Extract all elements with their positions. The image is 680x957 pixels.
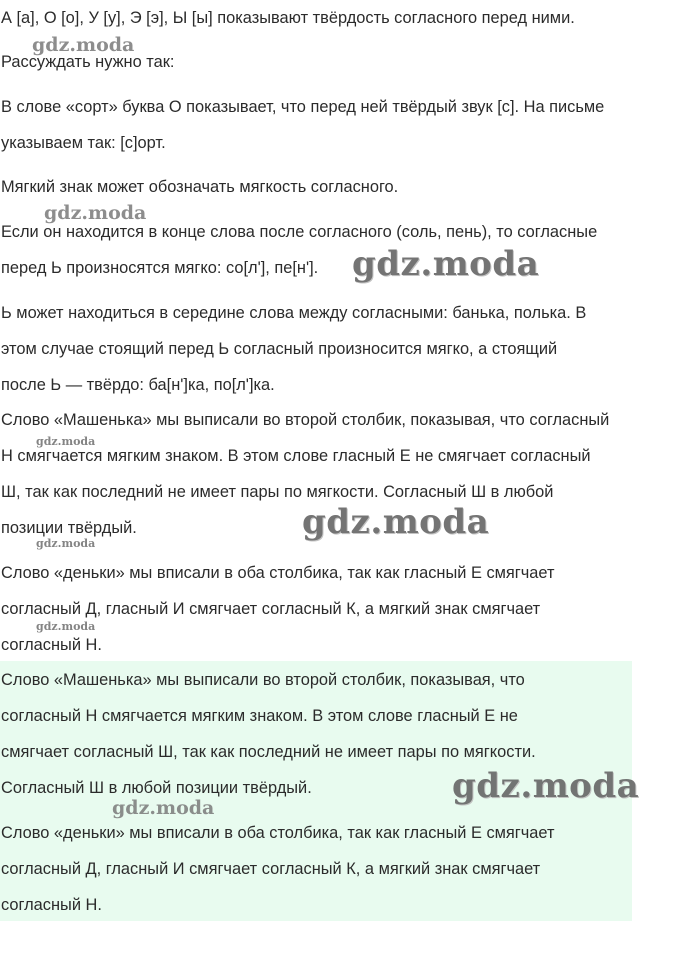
text-line: согласный Д, гласный И смягчает согласный К, а мягкий знак смягчает	[1, 860, 541, 878]
paragraph-soft-sign-intro	[1, 169, 398, 205]
text-line: указываем так: [с]орт.	[1, 134, 166, 152]
watermark: gdz.moda	[32, 34, 135, 56]
text-line: Слово «деньки» мы вписали в оба столбика, так как гласный Е смягчает	[1, 564, 555, 582]
watermark: gdz.moda	[112, 797, 215, 819]
text-line: согласный Н.	[1, 636, 102, 654]
text-line: согласный Н.	[1, 896, 102, 914]
text-line: смягчает согласный Ш, так как последний не имеет пары по мягкости.	[1, 743, 536, 761]
text-line: перед Ь произносятся мягко: со[л'], пе[н'].	[1, 259, 319, 277]
text-line: Согласный Ш в любой позиции твёрдый.	[1, 779, 312, 797]
text-line: согласный Д, гласный И смягчает согласный К, а мягкий знак смягчает	[1, 600, 541, 618]
watermark: gdz.moda	[452, 766, 640, 806]
watermark: gdz.moda	[36, 537, 96, 550]
watermark: gdz.moda	[44, 202, 147, 224]
text-line: Ь может находиться в середине слова между согласными: банька, полька. В	[1, 304, 587, 322]
paragraph-denki	[1, 555, 555, 663]
text-line: после Ь — твёрдо: ба[н']ка, по[л']ка.	[1, 376, 275, 394]
text-line: А [а], О [о], У [у], Э [э], Ы [ы] показывают твёрдость согласного перед ними.	[1, 9, 575, 27]
watermark: gdz.moda	[36, 620, 96, 633]
text-line: этом случае стоящий перед Ь согласный произносится мягко, а стоящий	[1, 340, 558, 358]
paragraph-denki-highlighted	[1, 815, 555, 923]
text-line: В слове «сорт» буква О показывает, что перед ней твёрдый звук [с]. На письме	[1, 98, 605, 116]
text-line: позиции твёрдый.	[1, 519, 137, 537]
watermark: gdz.moda	[352, 244, 540, 284]
watermark: gdz.moda	[302, 502, 490, 542]
text-line: Слово «Машенька» мы выписали во второй столбик, показывая, что	[1, 671, 525, 689]
text-line: Слово «Машенька» мы выписали во второй столбик, показывая, что согласный	[1, 411, 610, 429]
text-line: Ш, так как последний не имеет пары по мягкости. Согласный Ш в любой	[1, 483, 554, 501]
text-line: Рассуждать нужно так:	[1, 53, 175, 71]
text-line: Слово «деньки» мы вписали в оба столбика, так как гласный Е смягчает	[1, 824, 555, 842]
text-line: Мягкий знак может обозначать мягкость согласного.	[1, 178, 399, 196]
paragraph-vowels-hardness	[1, 0, 575, 36]
watermark: gdz.moda	[36, 435, 96, 448]
paragraph-soft-sign-middle	[1, 295, 586, 403]
text-line: Н смягчается мягким знаком. В этом слове гласный Е не смягчает согласный	[1, 447, 591, 465]
text-line: согласный Н смягчается мягким знаком. В этом слове гласный Е не	[1, 707, 518, 725]
text-line: Если он находится в конце слова после согласного (соль, пень), то согласные	[1, 223, 598, 241]
paragraph-sort-example	[1, 89, 604, 161]
